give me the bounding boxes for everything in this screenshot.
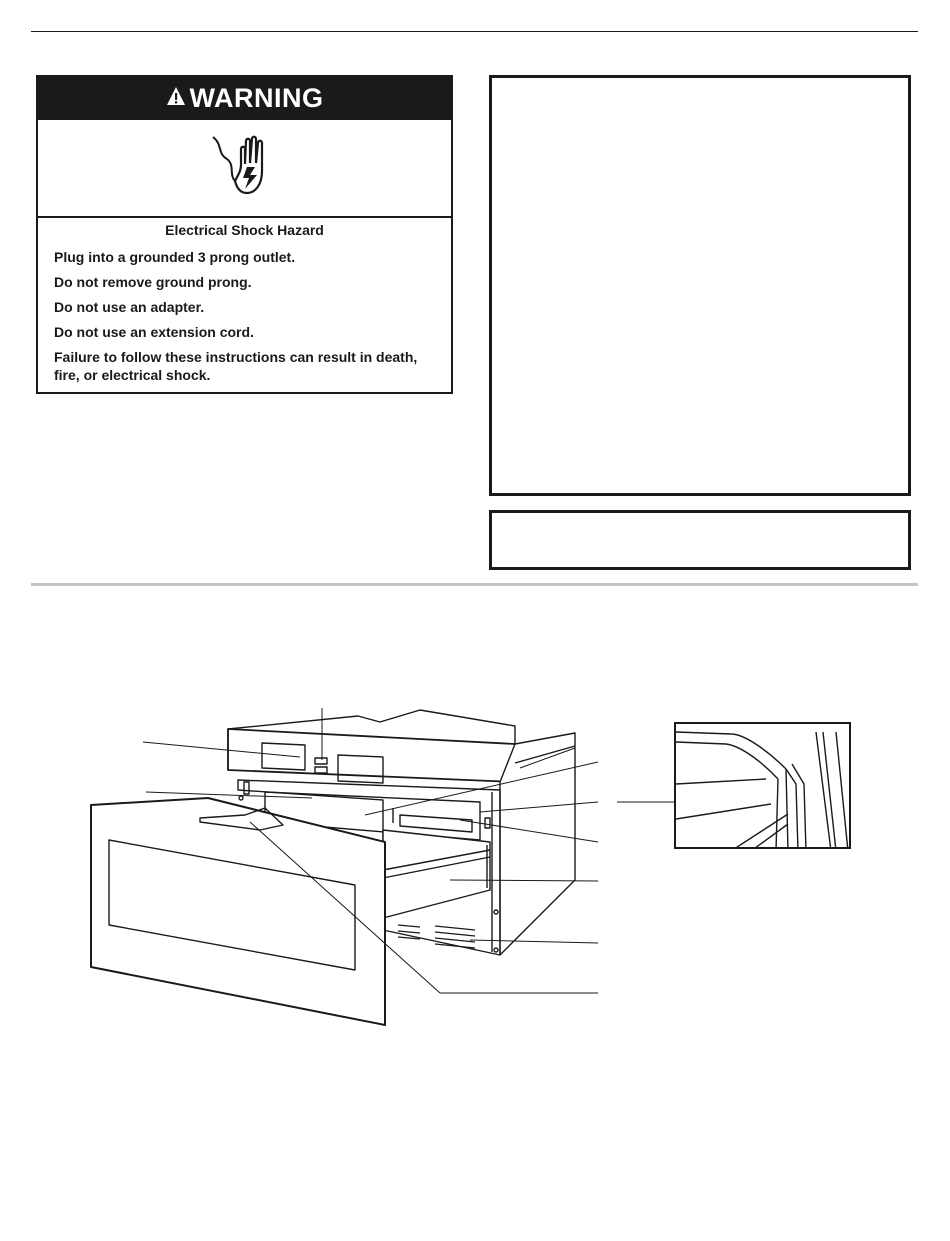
drawer-pan [383,830,490,918]
hazard-title: Electrical Shock Hazard [165,222,324,238]
section-divider [31,583,918,586]
empty-note-box [489,510,911,570]
warning-header [38,77,451,120]
warning-triangle-icon [166,86,186,111]
detail-inset-drawing [676,724,851,849]
warning-line: Do not use an extension cord. [54,324,254,340]
cabinet-side [500,733,575,955]
electric-shock-hand-icon [205,131,285,206]
drawer-front [91,798,385,1025]
warning-line: Do not use an adapter. [54,299,205,315]
warning-line: Do not remove ground prong. [54,274,252,290]
warning-icon-row [38,120,451,218]
vent-slots [398,925,475,948]
warning-title: WARNING [189,83,324,113]
top-rule [31,31,918,32]
empty-content-box [489,75,911,496]
warning-line: Plug into a grounded 3 prong outlet. [54,249,296,265]
warning-consequence: Failure to follow these instructions can result in death, fire, or electrical shock. [54,349,418,383]
warning-body [38,218,451,384]
warning-box [36,75,453,394]
detail-inset [674,722,851,849]
